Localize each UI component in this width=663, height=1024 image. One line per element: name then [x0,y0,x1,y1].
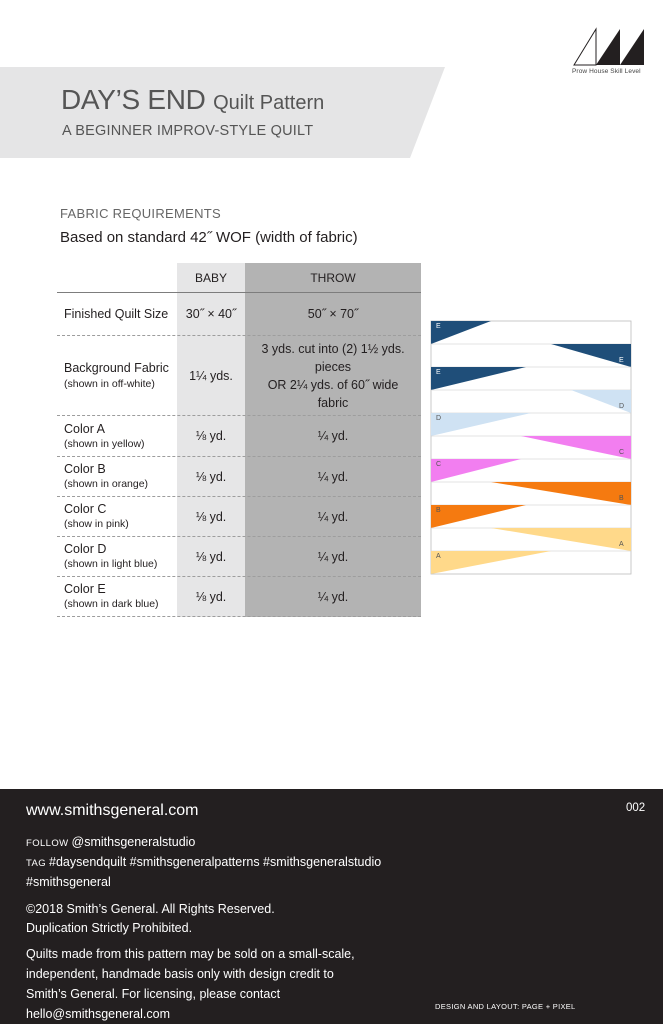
quilt-strip-label: E [436,323,441,330]
header-baby: BABY [194,271,227,285]
row-label: Color D (shown in light blue) [64,542,158,570]
footer [0,789,663,1024]
row-baby: 1¼ yds. [189,368,233,383]
row-throw: ¼ yd. [317,589,349,604]
table-row [57,497,421,536]
skill-level-logo [572,27,648,79]
title-main: DAY’S END [61,84,206,115]
tag-line-2: #smithsgeneral [26,875,111,889]
row-throw: ¼ yd. [317,549,349,564]
copyright-line: ©2018 Smith’s General. All Rights Reserved. [26,902,275,916]
quilt-strip-label: C [619,449,625,456]
quilt-diagram [431,321,631,574]
row-throw: ¼ yd. [317,429,349,443]
quilt-strip-label: B [619,495,624,502]
sails-icon [572,27,648,67]
row-baby: 30˝ × 40˝ [185,307,237,321]
row-baby: ⅛ yd. [195,549,227,564]
license-text: Quilts made from this pattern may be sold on a small-scale, independent, handmade basis only with design credit to Smith’s General. For licensing, please contact hello@smithsgeneral.com [26,947,355,1021]
row-throw: ¼ yd. [317,509,349,524]
table-row [57,577,421,616]
skill-level-label: Prow House Skill Level [572,68,641,75]
header-throw: THROW [310,271,356,285]
row-label: Color E (shown in dark blue) [64,582,159,610]
table-row [57,336,421,415]
quilt-strip-label: A [436,553,441,560]
fabric-table [57,263,421,617]
fabric-note: Based on standard 42˝ WOF (width of fabric) [60,229,358,246]
row-throw: ¼ yd. [317,469,349,484]
table-row [57,416,421,456]
follow-line: FOLLOW @smithsgeneralstudio [26,835,196,849]
table-row [57,293,421,335]
row-baby: ⅛ yd. [195,589,227,604]
fabric-requirements-heading: FABRIC REQUIREMENTS [60,206,221,221]
quilt-strip-label: E [436,369,441,376]
row-baby: ⅛ yd. [195,509,227,524]
quilt-strip-label: E [619,357,624,364]
follow-handle[interactable]: @smithsgeneralstudio [71,835,196,849]
quilt-svg [431,321,631,574]
page-number: 002 [626,802,646,814]
quilt-strip-label: B [436,507,441,514]
row-divider [57,616,421,617]
table-row [57,457,421,496]
row-label: Finished Quilt Size [64,306,169,321]
title-suffix: Quilt Pattern [213,92,325,114]
row-label: Color A (shown in yellow) [64,421,145,450]
tag-line: TAG #daysendquilt #smithsgeneralpatterns #smithsgeneralstudio [26,855,382,869]
quilt-strip-label: D [619,403,625,410]
page-subtitle: A BEGINNER IMPROV-STYLE QUILT [62,123,314,139]
page-title [61,84,324,116]
design-credit: DESIGN AND LAYOUT: PAGE + PIXEL [435,1002,576,1011]
duplication-line: Duplication Strictly Prohibited. [26,921,193,935]
row-baby: ⅛ yd. [195,429,227,443]
quilt-strip-label: C [436,461,442,468]
row-throw: 3 yds. cut into (2) 1½ yds. pieces OR 2¼ yds. of 60˝ wide fabric [261,341,405,410]
row-label: Color C (show in pink) [64,502,129,530]
table-row [57,537,421,576]
row-label: Color B (shown in orange) [64,462,149,490]
row-throw: 50˝ × 70˝ [307,307,359,321]
row-label: Background Fabric (shown in off-white) [64,360,169,390]
website-link[interactable]: www.smithsgeneral.com [26,802,199,819]
quilt-strip-label: A [619,541,624,548]
quilt-strip-label: D [436,415,442,422]
row-baby: ⅛ yd. [195,469,227,484]
